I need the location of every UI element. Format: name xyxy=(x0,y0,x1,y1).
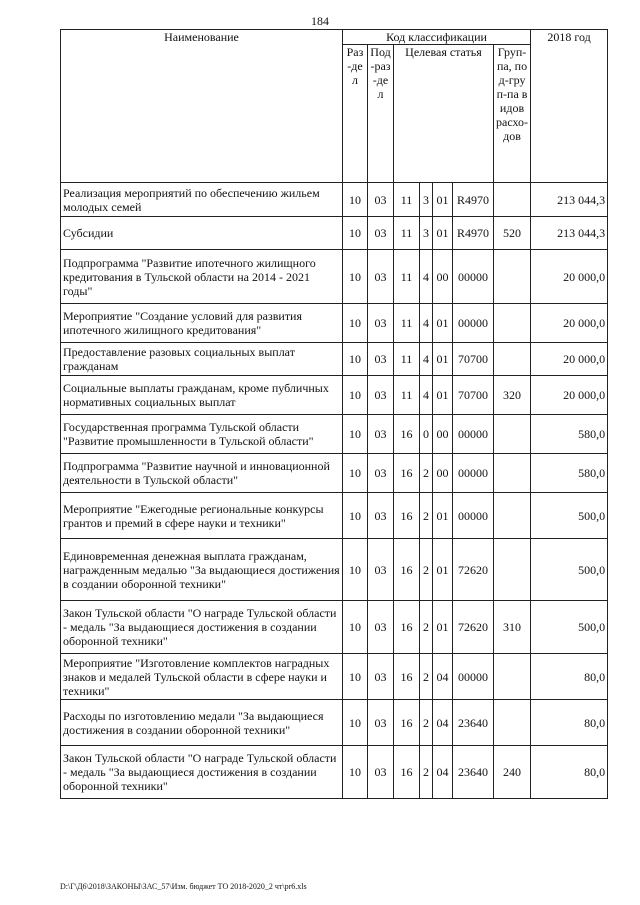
row-target-direction: 00000 xyxy=(453,304,494,343)
row-expense-group xyxy=(494,454,531,493)
table-row xyxy=(61,415,608,454)
row-podrazdel: 03 xyxy=(368,654,394,700)
row-sum: 80,0 xyxy=(531,654,608,700)
header-name: Наименование xyxy=(61,30,343,183)
row-expense-group xyxy=(494,343,531,376)
row-target-subprogram: 4 xyxy=(420,304,433,343)
row-podrazdel: 03 xyxy=(368,493,394,539)
row-target-event: 01 xyxy=(433,183,453,217)
row-target-event: 00 xyxy=(433,415,453,454)
row-razdel: 10 xyxy=(343,183,368,217)
row-target-event: 01 xyxy=(433,376,453,415)
row-sum: 20 000,0 xyxy=(531,376,608,415)
header-podrazdel: Под-раз-дел xyxy=(368,45,394,183)
row-target-event: 01 xyxy=(433,304,453,343)
row-target-program: 16 xyxy=(394,415,420,454)
header-group: Груп-па, под-груп-па видов расхо-дов xyxy=(494,45,531,183)
row-razdel: 10 xyxy=(343,601,368,654)
row-name: Предоставление разовых социальных выплат гражданам xyxy=(61,343,343,376)
row-target-program: 16 xyxy=(394,654,420,700)
table-row xyxy=(61,601,608,654)
row-expense-group: 320 xyxy=(494,376,531,415)
row-expense-group xyxy=(494,415,531,454)
row-target-direction: 00000 xyxy=(453,454,494,493)
row-name: Расходы по изготовлению медали "За выдающиеся достижения в создании оборонной техники" xyxy=(61,700,343,746)
row-target-program: 11 xyxy=(394,376,420,415)
row-razdel: 10 xyxy=(343,454,368,493)
row-podrazdel: 03 xyxy=(368,601,394,654)
table-row xyxy=(61,539,608,601)
row-razdel: 10 xyxy=(343,250,368,304)
row-razdel: 10 xyxy=(343,700,368,746)
row-target-direction: 72620 xyxy=(453,601,494,654)
row-expense-group: 240 xyxy=(494,746,531,799)
row-podrazdel: 03 xyxy=(368,746,394,799)
row-target-program: 16 xyxy=(394,700,420,746)
row-expense-group xyxy=(494,654,531,700)
row-podrazdel: 03 xyxy=(368,183,394,217)
table-row xyxy=(61,343,608,376)
row-target-program: 11 xyxy=(394,304,420,343)
row-target-direction: 00000 xyxy=(453,250,494,304)
row-expense-group xyxy=(494,183,531,217)
row-podrazdel: 03 xyxy=(368,700,394,746)
row-target-program: 16 xyxy=(394,746,420,799)
row-podrazdel: 03 xyxy=(368,250,394,304)
table-row xyxy=(61,217,608,250)
row-name: Мероприятие "Ежегодные региональные конкурсы грантов и премий в сфере науки и техники" xyxy=(61,493,343,539)
row-sum: 80,0 xyxy=(531,700,608,746)
row-target-direction: 70700 xyxy=(453,376,494,415)
row-target-subprogram: 2 xyxy=(420,539,433,601)
row-expense-group: 310 xyxy=(494,601,531,654)
row-name: Мероприятие "Создание условий для развития ипотечного жилищного кредитования" xyxy=(61,304,343,343)
row-razdel: 10 xyxy=(343,415,368,454)
row-razdel: 10 xyxy=(343,217,368,250)
row-podrazdel: 03 xyxy=(368,539,394,601)
row-expense-group xyxy=(494,304,531,343)
row-sum: 500,0 xyxy=(531,493,608,539)
row-razdel: 10 xyxy=(343,343,368,376)
table-row xyxy=(61,493,608,539)
row-podrazdel: 03 xyxy=(368,304,394,343)
row-razdel: 10 xyxy=(343,746,368,799)
row-target-subprogram: 3 xyxy=(420,183,433,217)
row-expense-group xyxy=(494,700,531,746)
row-podrazdel: 03 xyxy=(368,376,394,415)
row-target-direction: 72620 xyxy=(453,539,494,601)
row-expense-group xyxy=(494,250,531,304)
row-name: Субсидии xyxy=(61,217,343,250)
row-expense-group: 520 xyxy=(494,217,531,250)
table-row xyxy=(61,304,608,343)
row-target-program: 11 xyxy=(394,250,420,304)
header-code-group: Код классификации xyxy=(343,30,531,45)
row-sum: 500,0 xyxy=(531,539,608,601)
file-path-footer: D:\Г\Д6\2018\ЗАКОНЫ\ЗАС_57\Изм. бюджет ТО 2018-2020_2 чт\pr6.xls xyxy=(60,882,307,891)
row-sum: 20 000,0 xyxy=(531,250,608,304)
row-target-program: 11 xyxy=(394,183,420,217)
row-target-program: 16 xyxy=(394,454,420,493)
row-target-subprogram: 0 xyxy=(420,415,433,454)
row-target-direction: 23640 xyxy=(453,746,494,799)
row-sum: 213 044,3 xyxy=(531,217,608,250)
row-expense-group xyxy=(494,539,531,601)
row-sum: 20 000,0 xyxy=(531,304,608,343)
header-year: 2018 год xyxy=(531,30,608,183)
row-sum: 213 044,3 xyxy=(531,183,608,217)
table-row xyxy=(61,454,608,493)
row-expense-group xyxy=(494,493,531,539)
row-name: Государственная программа Тульской области "Развитие промышленности в Тульской области" xyxy=(61,415,343,454)
table-row xyxy=(61,250,608,304)
row-target-program: 11 xyxy=(394,217,420,250)
row-name: Закон Тульской области "О награде Тульской области - медаль "За выдающиеся достижения в создании оборонной техники" xyxy=(61,746,343,799)
row-target-subprogram: 2 xyxy=(420,454,433,493)
row-target-direction: 23640 xyxy=(453,700,494,746)
row-podrazdel: 03 xyxy=(368,217,394,250)
row-target-event: 01 xyxy=(433,343,453,376)
row-target-program: 16 xyxy=(394,539,420,601)
row-name: Единовременная денежная выплата гражданам, награжденным медалью "За выдающиеся достижения в создании оборонной техники" xyxy=(61,539,343,601)
header-target: Целевая статья xyxy=(394,45,494,183)
page-number: 184 xyxy=(311,14,329,28)
row-razdel: 10 xyxy=(343,304,368,343)
row-target-direction: 00000 xyxy=(453,415,494,454)
row-target-subprogram: 2 xyxy=(420,493,433,539)
row-target-program: 16 xyxy=(394,493,420,539)
row-razdel: 10 xyxy=(343,376,368,415)
row-target-subprogram: 3 xyxy=(420,217,433,250)
row-target-direction: R4970 xyxy=(453,183,494,217)
row-podrazdel: 03 xyxy=(368,343,394,376)
row-razdel: 10 xyxy=(343,493,368,539)
row-sum: 20 000,0 xyxy=(531,343,608,376)
table-row xyxy=(61,183,608,217)
row-podrazdel: 03 xyxy=(368,415,394,454)
row-name: Социальные выплаты гражданам, кроме публичных нормативных социальных выплат xyxy=(61,376,343,415)
row-target-event: 01 xyxy=(433,493,453,539)
row-sum: 580,0 xyxy=(531,454,608,493)
row-target-event: 01 xyxy=(433,539,453,601)
row-target-direction: R4970 xyxy=(453,217,494,250)
row-target-direction: 00000 xyxy=(453,493,494,539)
row-target-direction: 70700 xyxy=(453,343,494,376)
table-row xyxy=(61,746,608,799)
row-target-event: 00 xyxy=(433,454,453,493)
row-sum: 80,0 xyxy=(531,746,608,799)
row-name: Мероприятие "Изготовление комплектов наградных знаков и медалей Тульской области в сфере науки и техники" xyxy=(61,654,343,700)
row-razdel: 10 xyxy=(343,654,368,700)
row-target-subprogram: 2 xyxy=(420,700,433,746)
row-target-subprogram: 2 xyxy=(420,601,433,654)
row-target-subprogram: 4 xyxy=(420,250,433,304)
row-target-direction: 00000 xyxy=(453,654,494,700)
row-target-subprogram: 4 xyxy=(420,376,433,415)
row-sum: 580,0 xyxy=(531,415,608,454)
row-target-subprogram: 2 xyxy=(420,746,433,799)
table-row xyxy=(61,376,608,415)
row-target-event: 04 xyxy=(433,746,453,799)
row-target-event: 00 xyxy=(433,250,453,304)
row-target-event: 01 xyxy=(433,217,453,250)
row-target-program: 11 xyxy=(394,343,420,376)
table-row xyxy=(61,654,608,700)
row-sum: 500,0 xyxy=(531,601,608,654)
row-target-event: 04 xyxy=(433,700,453,746)
row-name: Реализация мероприятий по обеспечению жильем молодых семей xyxy=(61,183,343,217)
table-row xyxy=(61,700,608,746)
row-name: Подпрограмма "Развитие научной и инновационной деятельности в Тульской области" xyxy=(61,454,343,493)
row-name: Закон Тульской области "О награде Тульской области - медаль "За выдающиеся достижения в создании оборонной техники" xyxy=(61,601,343,654)
row-target-program: 16 xyxy=(394,601,420,654)
row-target-event: 01 xyxy=(433,601,453,654)
header-razdel: Раз-дел xyxy=(343,45,368,183)
row-razdel: 10 xyxy=(343,539,368,601)
row-name: Подпрограмма "Развитие ипотечного жилищного кредитования в Тульской области на 2014 - 2021 годы" xyxy=(61,250,343,304)
row-target-subprogram: 2 xyxy=(420,654,433,700)
row-podrazdel: 03 xyxy=(368,454,394,493)
row-target-subprogram: 4 xyxy=(420,343,433,376)
budget-table xyxy=(60,29,608,799)
row-target-event: 04 xyxy=(433,654,453,700)
